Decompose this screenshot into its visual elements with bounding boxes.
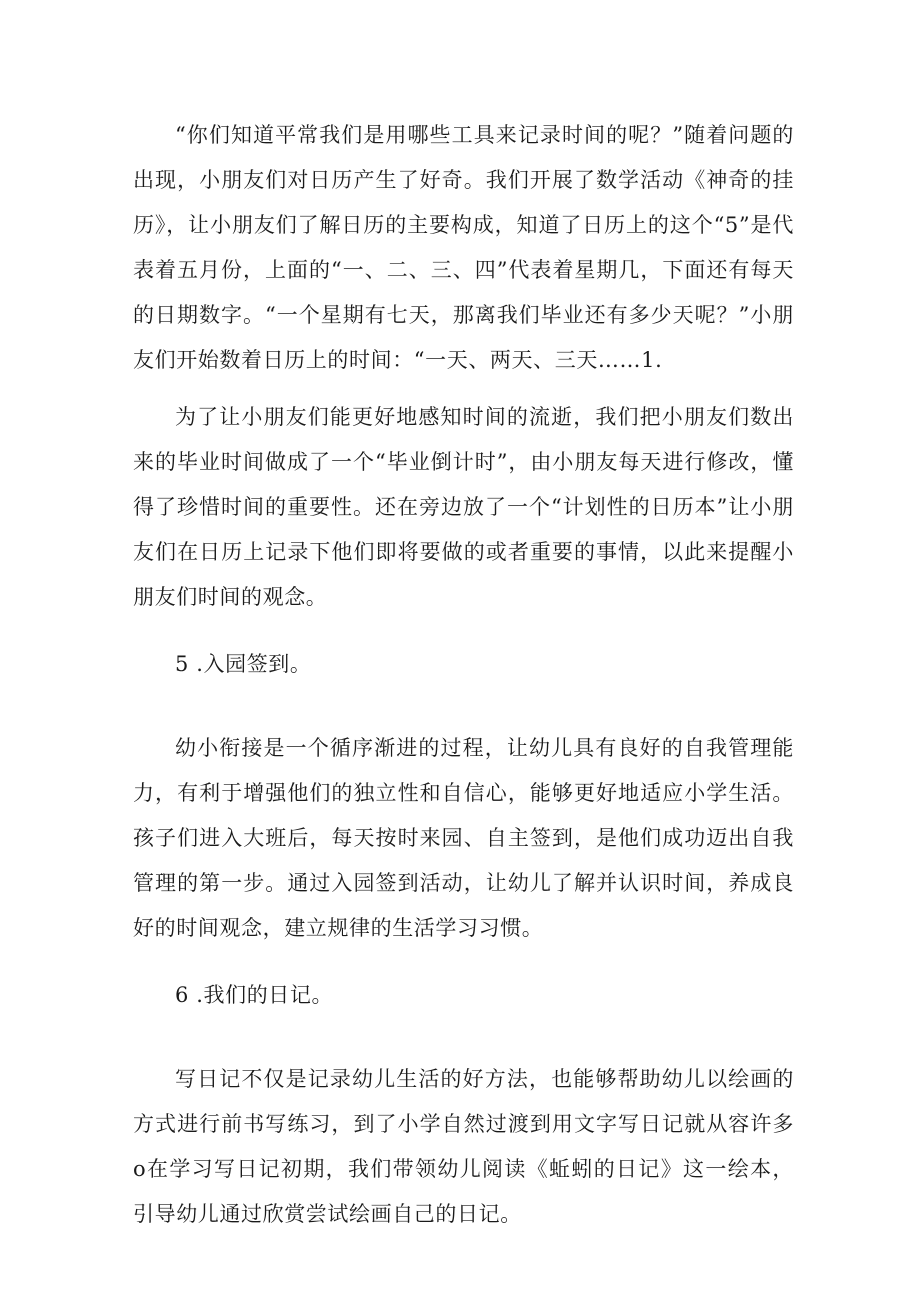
document-page (133, 113, 794, 1237)
spacer (133, 620, 794, 642)
spacer (133, 951, 794, 973)
paragraph-diary-writing: 写日记不仅是记录幼儿生活的好方法，也能够帮助幼儿以绘画的方式进行前书写练习，到了小学自然过渡到用文字写日记就从容许多o在学习写日记初期，我们带领幼儿阅读《蚯蚓的日记》这一绘本，引导幼儿通过欣赏尝试绘画自己的日记。 (133, 1067, 794, 1226)
spacer (133, 1018, 794, 1057)
spacer (133, 687, 794, 726)
section-heading-diary: 6 .我们的日记。 (175, 983, 334, 1007)
paragraph-graduation-countdown: 为了让小朋友们能更好地感知时间的流逝，我们把小朋友们数出来的毕业时间做成了一个“毕业倒计时”，由小朋友每天进行修改，懂得了珍惜时间的重要性。还在旁边放了一个“计划性的日历本”让小朋友们在日历上记录下他们即将要做的或者重要的事情，以此来提醒小朋友们时间的观念。 (133, 405, 794, 609)
paragraph-calendar-activity: “你们知道平常我们是用哪些工具来记录时间的呢？”随着问题的出现，小朋友们对日历产生了好奇。我们开展了数学活动《神奇的挂历》，让小朋友们了解日历的主要构成，知道了日历上的这个“5”是代表着五月份，上面的“一、二、三、四”代表着星期几，下面还有每天的日期数字。“一个星期有七天，那离我们毕业还有多少天呢？”小朋友们开始数着日历上的时间：“一天、两天、三天……1. (133, 123, 794, 372)
section-heading-check-in: 5 .入园签到。 (175, 652, 312, 676)
spacer (133, 383, 794, 395)
paragraph-self-management: 幼小衔接是一个循序渐进的过程，让幼儿具有良好的自我管理能力，有利于增强他们的独立性和自信心，能够更好地适应小学生活。孩子们进入大班后，每天按时来园、自主签到，是他们成功迈出自我管理的第一步。通过入园签到活动，让幼儿了解并认识时间，养成良好的时间观念，建立规律的生活学习习惯。 (133, 736, 794, 940)
